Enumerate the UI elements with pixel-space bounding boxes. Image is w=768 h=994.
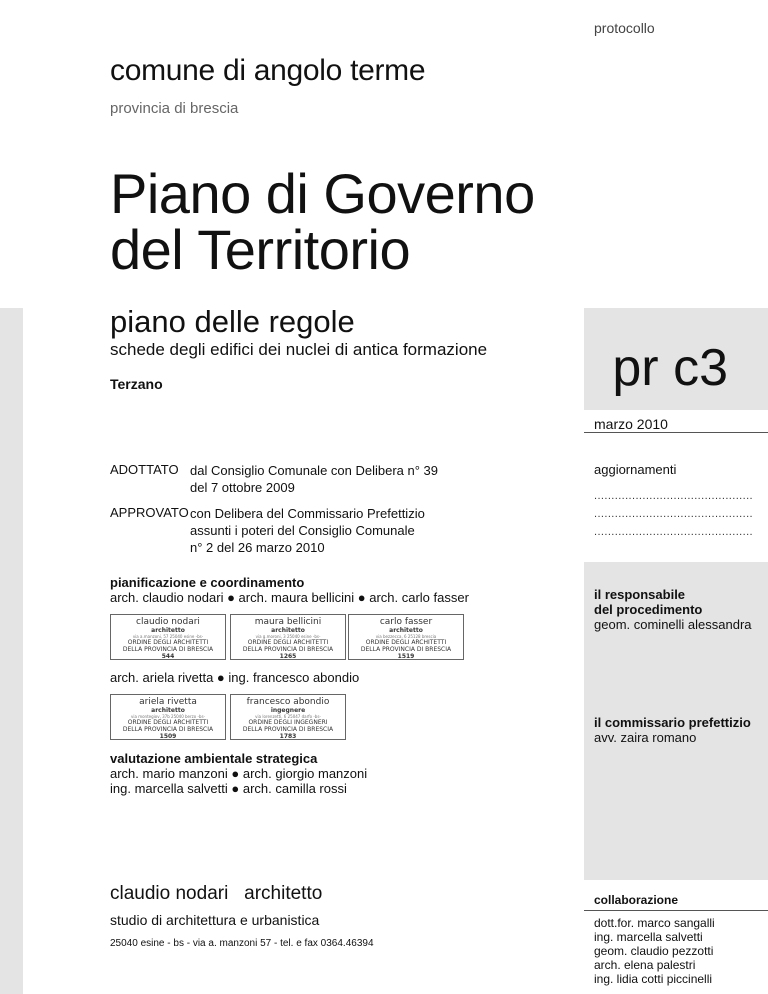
stamp-role: architetto	[151, 707, 185, 714]
stamp-name: francesco abondio	[246, 697, 330, 707]
title-line-2: del Territorio	[110, 218, 411, 281]
stamp-address: via montegiov, 37b 25040 berzo -bs-	[131, 714, 205, 719]
stamp-name: maura bellicini	[254, 617, 322, 627]
subtitle: piano delle regole	[110, 304, 355, 339]
vas-names-2: ing. marcella salvetti ● arch. camilla rossi	[110, 781, 347, 796]
stamp-order: DELLA PROVINCIA DI BRESCIA	[242, 726, 334, 733]
responsabile-name: geom. cominelli alessandra	[594, 617, 752, 632]
approvato-line: n° 2 del 26 marzo 2010	[190, 540, 325, 555]
pianificazione-names-1: arch. claudio nodari ● arch. maura bellicini ● arch. carlo fasser	[110, 590, 469, 605]
stamp-number: 1265	[279, 653, 297, 660]
stamp-name: ariela rivetta	[139, 697, 197, 707]
collaboratore: ing. marcella salvetti	[594, 930, 703, 944]
responsabile-block	[594, 587, 752, 632]
stamp-order: ORDINE DEGLI ARCHITETTI	[365, 639, 447, 646]
vas-heading: valutazione ambientale strategica	[110, 751, 318, 766]
stamp-order: ORDINE DEGLI ARCHITETTI	[247, 639, 329, 646]
stamp-nodari	[110, 614, 226, 660]
stamp-order: DELLA PROVINCIA DI BRESCIA	[122, 646, 214, 653]
responsabile-heading: del procedimento	[594, 602, 703, 617]
adottato-label: ADOTTATO	[110, 462, 179, 477]
stamp-address: via bezzecca, 6 25128 brescia	[375, 634, 437, 639]
commissario-name: avv. zaira romano	[594, 730, 697, 745]
stamp-abondio	[230, 694, 346, 740]
stamp-bellicini	[230, 614, 346, 660]
stamp-order: DELLA PROVINCIA DI BRESCIA	[122, 726, 214, 733]
stamp-fasser	[348, 614, 464, 660]
stamp-name: claudio nodari	[136, 617, 200, 627]
document-code: pr c3	[612, 339, 728, 397]
adottato-line: del 7 ottobre 2009	[190, 480, 295, 495]
stamp-order: DELLA PROVINCIA DI BRESCIA	[360, 646, 452, 653]
stamp-address: via a.manzoni, 57 25040 esine -bs-	[132, 634, 204, 639]
stamp-rivetta	[110, 694, 226, 740]
adottato-text	[190, 462, 438, 496]
approvato-line: assunti i poteri del Consiglio Comunale	[190, 523, 415, 538]
stamp-role: ingegnere	[270, 707, 306, 714]
collaborazione-divider	[584, 910, 768, 911]
document-date: marzo 2010	[594, 416, 668, 432]
stamp-role: architetto	[271, 627, 305, 634]
stamp-number: 1519	[397, 653, 415, 660]
aggiornamento-line: ..............................................	[594, 508, 753, 520]
pianificazione-names-2: arch. ariela rivetta ● ing. francesco abondio	[110, 670, 360, 685]
aggiornamento-line: ..............................................	[594, 490, 753, 502]
approvato-line: con Delibera del Commissario Prefettizio	[190, 506, 425, 521]
stamp-address: via g.moroni, 3 25040 esine -bs-	[255, 634, 321, 639]
left-margin-panel	[0, 308, 23, 994]
vas-names-1: arch. mario manzoni ● arch. giorgio manzoni	[110, 766, 368, 781]
stamp-order: ORDINE DEGLI INGEGNERI	[248, 719, 328, 726]
collaboratore: ing. lidia cotti piccinelli	[594, 972, 713, 986]
stamp-number: 544	[161, 653, 175, 660]
document-title	[110, 162, 535, 281]
stamp-order: ORDINE DEGLI ARCHITETTI	[127, 719, 209, 726]
collaborazione-heading: collaborazione	[594, 893, 679, 907]
studio-name: claudio nodari architetto	[110, 883, 323, 904]
approvato-text	[190, 505, 425, 556]
aggiornamento-line: ..............................................	[594, 526, 753, 538]
stamp-order: DELLA PROVINCIA DI BRESCIA	[242, 646, 334, 653]
stamp-order: ORDINE DEGLI ARCHITETTI	[127, 639, 209, 646]
protocollo-label: protocollo	[594, 20, 655, 36]
provincia-name: provincia di brescia	[110, 100, 239, 117]
stamp-number: 1783	[279, 733, 297, 740]
location-name: Terzano	[110, 376, 163, 392]
responsabile-heading: il responsabile	[594, 587, 686, 602]
aggiornamenti-label: aggiornamenti	[594, 462, 677, 477]
comune-name: comune di angolo terme	[110, 54, 426, 87]
adottato-line: dal Consiglio Comunale con Delibera n° 39	[190, 463, 439, 478]
commissario-block	[594, 715, 751, 745]
title-line-1: Piano di Governo	[110, 162, 535, 225]
approvato-label: APPROVATO	[110, 505, 189, 520]
collaboratore: geom. claudio pezzotti	[594, 944, 714, 958]
stamp-role: architetto	[389, 627, 423, 634]
studio-description: studio di architettura e urbanistica	[110, 912, 320, 928]
stamp-address: via lorenzetti, 6 25047 darfo -bs-	[255, 714, 321, 719]
collaboratore: arch. elena palestri	[594, 958, 696, 972]
schede-description: schede degli edifici dei nuclei di antica formazione	[110, 340, 488, 359]
pianificazione-heading: pianificazione e coordinamento	[110, 575, 305, 590]
date-divider	[584, 432, 768, 433]
collaborazione-list	[594, 916, 715, 986]
studio-address: 25040 esine - bs - via a. manzoni 57 - tel. e fax 0364.46394	[110, 938, 374, 949]
collaboratore: dott.for. marco sangalli	[594, 916, 715, 930]
stamp-role: architetto	[151, 627, 185, 634]
stamp-name: carlo fasser	[379, 617, 433, 627]
commissario-heading: il commissario prefettizio	[594, 715, 751, 730]
stamp-number: 1509	[159, 733, 177, 740]
